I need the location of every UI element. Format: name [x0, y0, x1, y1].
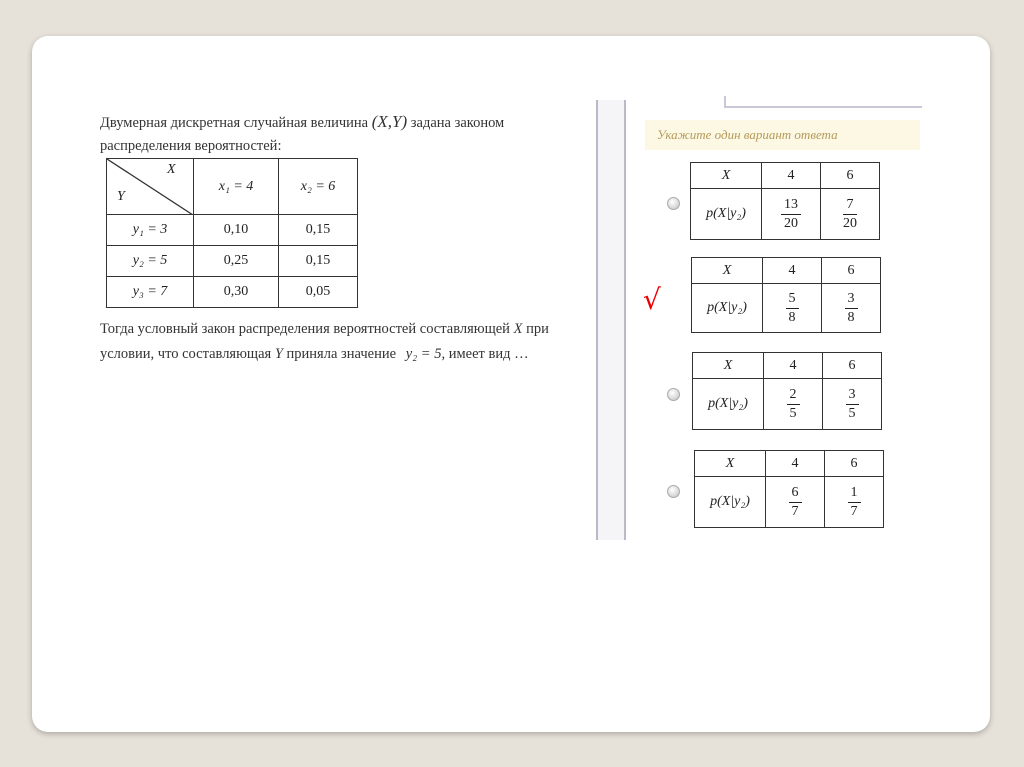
option-4-radio[interactable]: [667, 485, 680, 498]
option-prob-cell: $\frac{2}{5}$: [764, 379, 823, 430]
table-cell: 0,15: [279, 215, 358, 246]
option-prob-cell: $\frac{5}{8}$: [763, 284, 822, 333]
question-line-2: распределения вероятностей:: [100, 138, 282, 154]
table-cell: 0,15: [279, 246, 358, 277]
table-row: [107, 246, 358, 277]
panel-top-border: [724, 96, 922, 108]
option-row-label: p(X|y₂): [695, 477, 766, 528]
option-prob-cell: $\frac{3}{5}$: [823, 379, 882, 430]
option-head-label: X: [692, 258, 763, 284]
option-x-value: 4: [764, 353, 823, 379]
question-line-4: условии, что составляющая Y приняла значение y₂ = 5, имеет вид …: [100, 346, 529, 362]
col-header-x1: x₁ = 4: [194, 159, 279, 215]
option-prob-cell: $\frac{3}{8}$: [822, 284, 881, 333]
option-x-value: 6: [821, 163, 880, 189]
option-x-value: 6: [822, 258, 881, 284]
option-x-value: 4: [766, 451, 825, 477]
option-prob-cell: $\frac{1}{7}$: [825, 477, 884, 528]
option-head-label: X: [691, 163, 762, 189]
row-label: y₂ = 5: [107, 246, 194, 277]
question-line-1: Двумерная дискретная случайная величина (X,Y) задана законом: [100, 112, 505, 131]
table-row: [107, 215, 358, 246]
row-label: y₃ = 7: [107, 277, 194, 308]
corner-x-label: X: [167, 162, 176, 177]
option-row-label: p(X|y₂): [692, 284, 763, 333]
table-row: [107, 277, 358, 308]
option-head-label: X: [693, 353, 764, 379]
option-4-table[interactable]: [694, 450, 884, 528]
correct-check-icon: √: [643, 283, 661, 316]
table-cell: 0,05: [279, 277, 358, 308]
option-2-table[interactable]: [691, 257, 881, 333]
corner-diagonal: [107, 159, 193, 215]
table-cell: 0,10: [194, 215, 279, 246]
panel-divider: [596, 100, 626, 540]
option-row-label: p(X|y₂): [691, 189, 762, 240]
option-1-table[interactable]: [690, 162, 880, 240]
option-prob-cell: $\frac{13}{20}$: [762, 189, 821, 240]
option-3-table[interactable]: [692, 352, 882, 430]
joint-distribution-table: [106, 158, 358, 308]
option-prob-cell: $\frac{6}{7}$: [766, 477, 825, 528]
option-1-radio[interactable]: [667, 197, 680, 210]
table-corner-cell: [107, 159, 194, 215]
option-x-value: 4: [763, 258, 822, 284]
question-line-3: Тогда условный закон распределения вероятностей составляющей X при: [100, 321, 549, 337]
option-x-value: 4: [762, 163, 821, 189]
option-prob-cell: $\frac{7}{20}$: [821, 189, 880, 240]
option-row-label: p(X|y₂): [693, 379, 764, 430]
option-head-label: X: [695, 451, 766, 477]
table-cell: 0,30: [194, 277, 279, 308]
answer-hint: Укажите один вариант ответа: [645, 120, 920, 150]
table-cell: 0,25: [194, 246, 279, 277]
corner-y-label: Y: [117, 189, 125, 204]
col-header-x2: x₂ = 6: [279, 159, 358, 215]
option-3-radio[interactable]: [667, 388, 680, 401]
option-x-value: 6: [825, 451, 884, 477]
row-label: y₁ = 3: [107, 215, 194, 246]
option-x-value: 6: [823, 353, 882, 379]
